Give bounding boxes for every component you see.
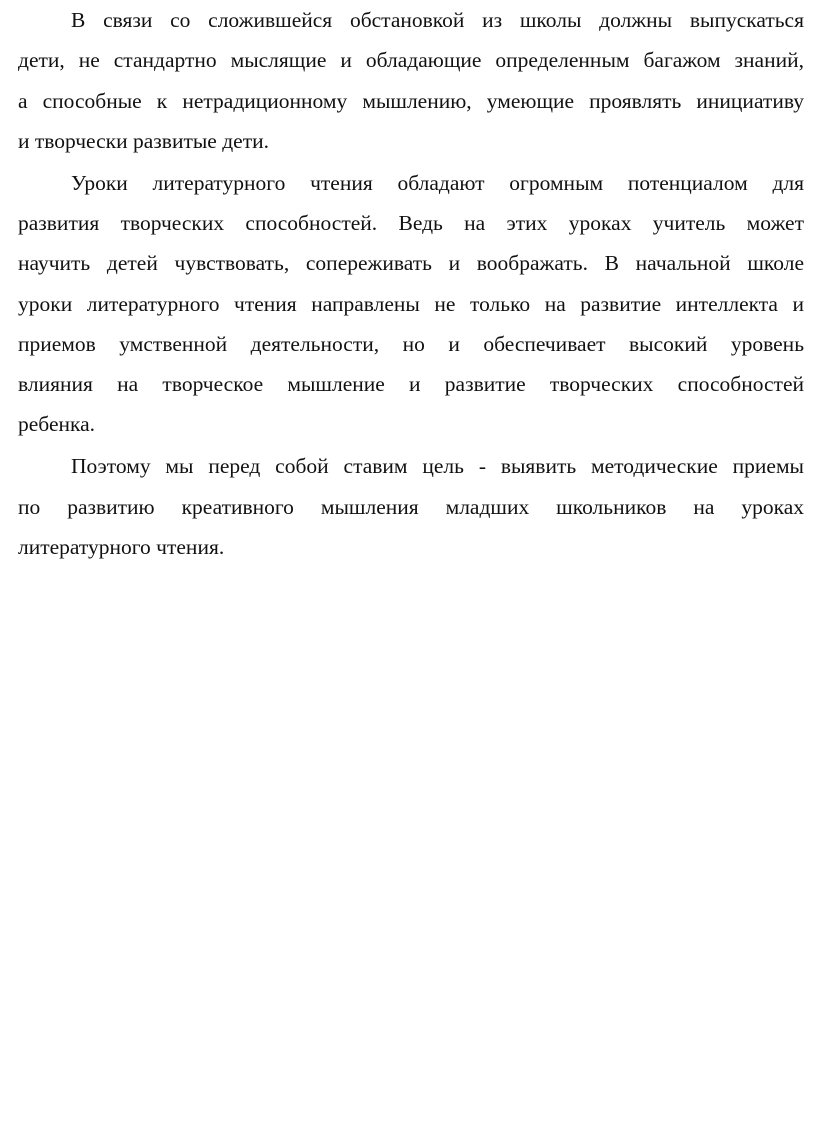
text-line: по развитию креативного мышления младших школьников на уроках [18, 494, 804, 519]
text-line: влияния на творческое мышление и развитие творческих способностей [18, 372, 804, 397]
paragraph-3 [18, 448, 804, 569]
text-line: Уроки литературного чтения обладают огромным потенциалом для [71, 170, 804, 195]
text-line: дети, не стандартно мыслящие и обладающие определенным багажом знаний, [18, 48, 804, 73]
paragraph-1 [18, 2, 804, 163]
text-line: ребенка. [18, 412, 96, 437]
text-line: литературного чтения. [18, 534, 225, 559]
text-line: Поэтому мы перед собой ставим цель - выявить методические приемы [71, 454, 804, 479]
text-line: В связи со сложившейся обстановкой из школы должны выпускаться [71, 8, 804, 32]
text-line: приемов умственной деятельности, но и обеспечивает высокий уровень [18, 331, 804, 356]
text-line: уроки литературного чтения направлены не только на развитие интеллекта и [18, 291, 804, 316]
text-line: научить детей чувствовать, сопереживать и воображать. В начальной школе [18, 251, 804, 276]
document-page [18, 2, 804, 571]
text-line: развития творческих способностей. Ведь на этих уроках учитель может [18, 210, 804, 235]
text-line: и творчески развитые дети. [18, 128, 269, 153]
text-line: а способные к нетрадиционному мышлению, умеющие проявлять инициативу [18, 88, 804, 113]
paragraph-2 [18, 165, 804, 447]
